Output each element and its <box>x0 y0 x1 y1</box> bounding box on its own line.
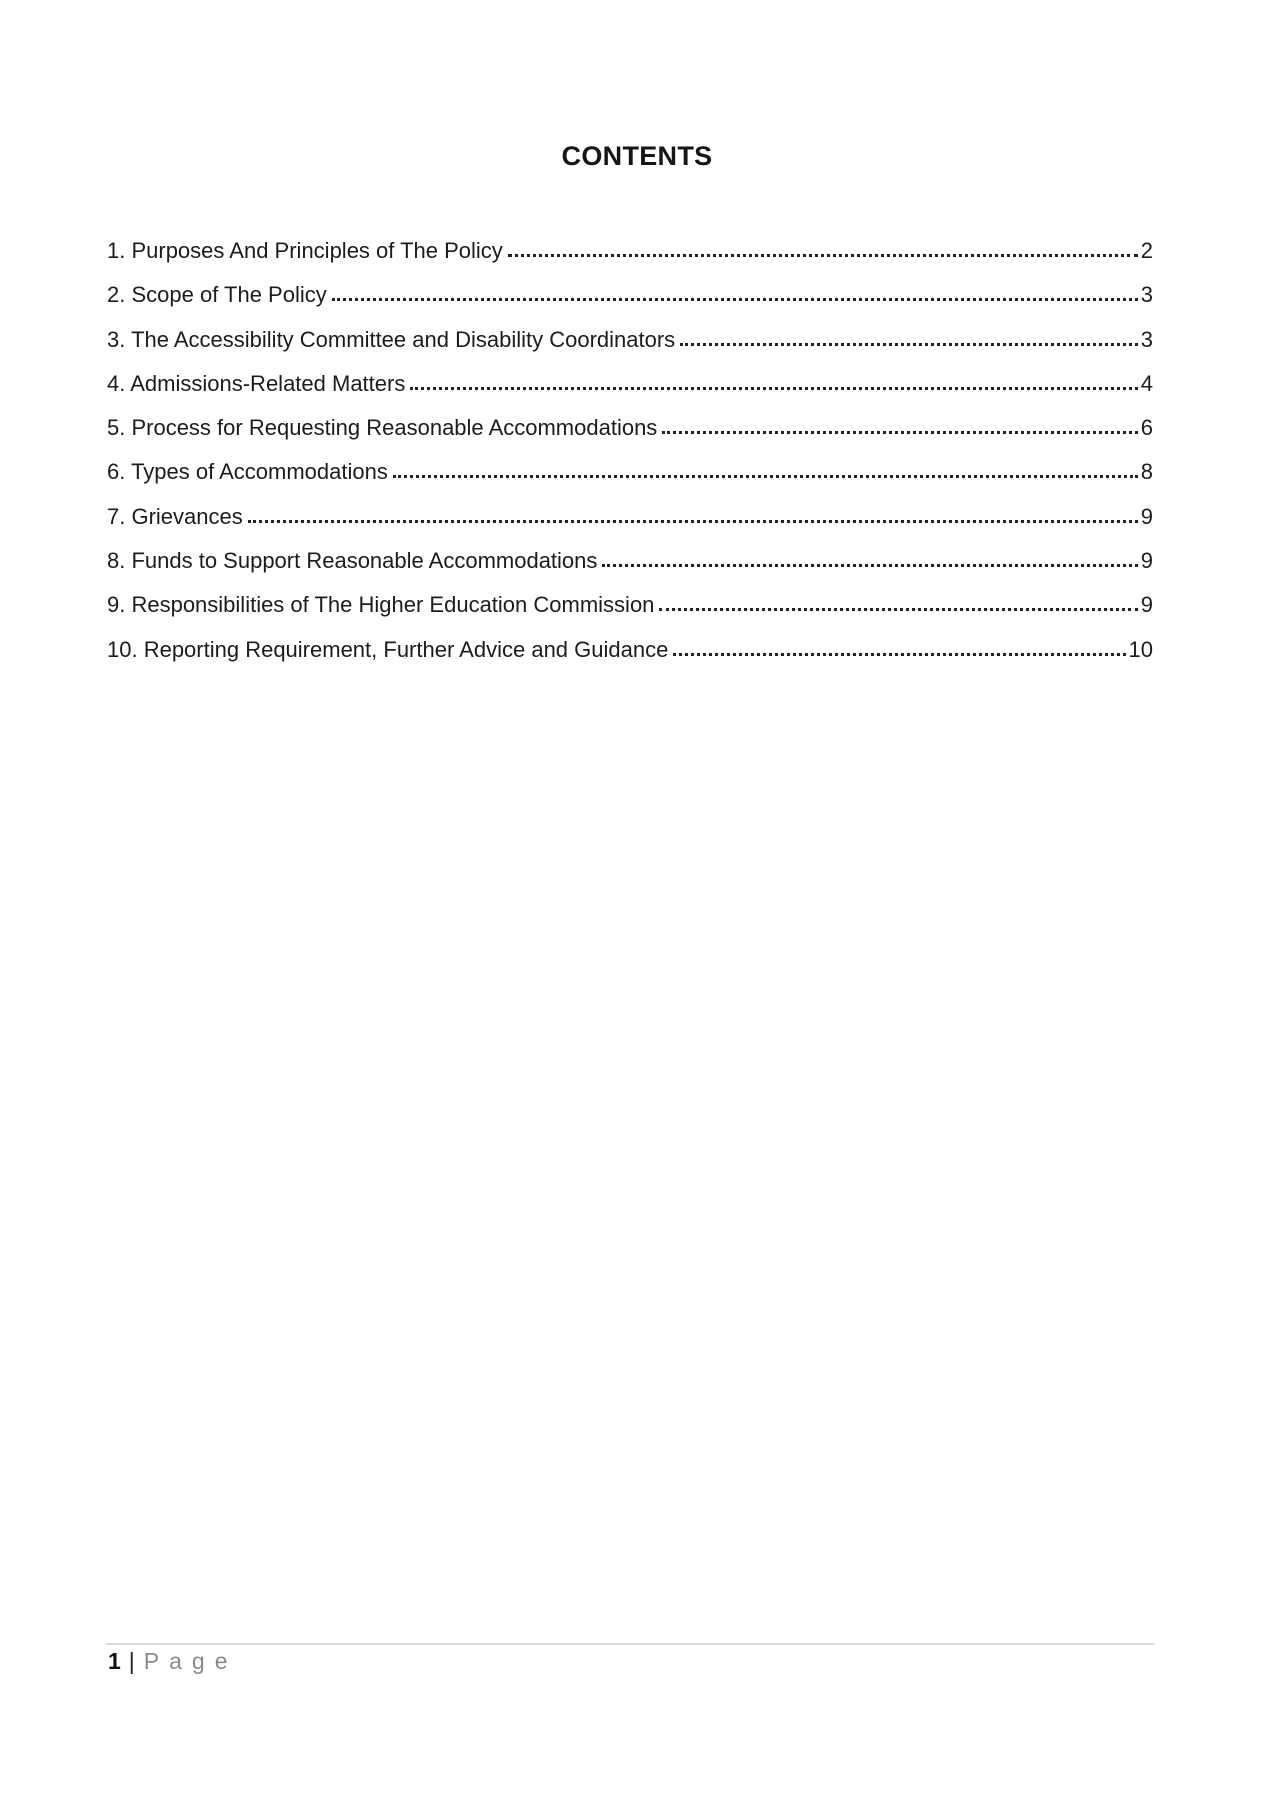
toc-entry-label: 4. Admissions-Related Matters <box>107 370 406 396</box>
toc-entry[interactable] <box>107 229 1153 273</box>
toc-entry-page: 6 <box>1140 415 1153 441</box>
toc-entry-page: 9 <box>1140 548 1153 574</box>
footer-page-number: 1 <box>108 1648 121 1674</box>
toc-entry[interactable] <box>107 539 1153 583</box>
toc-entry-label: 7. Grievances <box>107 503 243 529</box>
toc-entry-page: 10 <box>1128 636 1153 662</box>
footer-separator: | <box>128 1648 135 1674</box>
dot-leader <box>680 343 1138 346</box>
toc-entry-label: 1. Purposes And Principles of The Policy <box>107 238 503 263</box>
dot-leader <box>662 431 1137 434</box>
dot-leader <box>332 298 1138 301</box>
toc-entry-label: 8. Funds to Support Reasonable Accommodations <box>107 548 598 574</box>
toc-entry-label: 3. The Accessibility Committee and Disability Coordinators <box>107 326 676 352</box>
toc-entry[interactable] <box>107 362 1153 406</box>
dot-leader <box>410 387 1137 390</box>
dot-leader <box>673 653 1125 656</box>
toc-entry-page: 4 <box>1140 370 1153 396</box>
toc-entry-page: 3 <box>1140 282 1153 308</box>
toc-entry-page: 3 <box>1140 326 1153 352</box>
toc-entry[interactable] <box>107 318 1153 362</box>
toc-entry-page: 9 <box>1140 503 1153 529</box>
toc-entry[interactable] <box>107 450 1153 494</box>
page-footer <box>108 1646 238 1676</box>
dot-leader <box>602 564 1137 567</box>
toc-entry-label: 2. Scope of The Policy <box>107 282 327 308</box>
dot-leader <box>393 475 1138 478</box>
toc-entry[interactable] <box>107 406 1153 450</box>
dot-leader <box>659 608 1137 611</box>
toc-entry-page: 8 <box>1140 459 1153 485</box>
toc-entry-label: 10. Reporting Requirement, Further Advice and Guidance <box>107 636 669 662</box>
footer-page-label: Page <box>143 1648 238 1674</box>
toc-entry-label: 9. Responsibilities of The Higher Education Commission <box>107 592 655 618</box>
dot-leader <box>248 520 1138 523</box>
toc-entry-page: 2 <box>1140 238 1153 263</box>
toc-entry[interactable] <box>107 628 1153 672</box>
toc-entry-page: 9 <box>1140 592 1153 618</box>
toc-list <box>107 229 1153 672</box>
toc-entry[interactable] <box>107 583 1153 627</box>
toc-entry-label: 5. Process for Requesting Reasonable Accommodations <box>107 415 658 441</box>
toc-entry[interactable] <box>107 495 1153 539</box>
toc-entry[interactable] <box>107 273 1153 317</box>
footer-divider <box>106 1643 1154 1645</box>
dot-leader <box>508 254 1138 257</box>
toc-entry-label: 6. Types of Accommodations <box>107 459 388 485</box>
contents-title: CONTENTS <box>561 141 713 171</box>
